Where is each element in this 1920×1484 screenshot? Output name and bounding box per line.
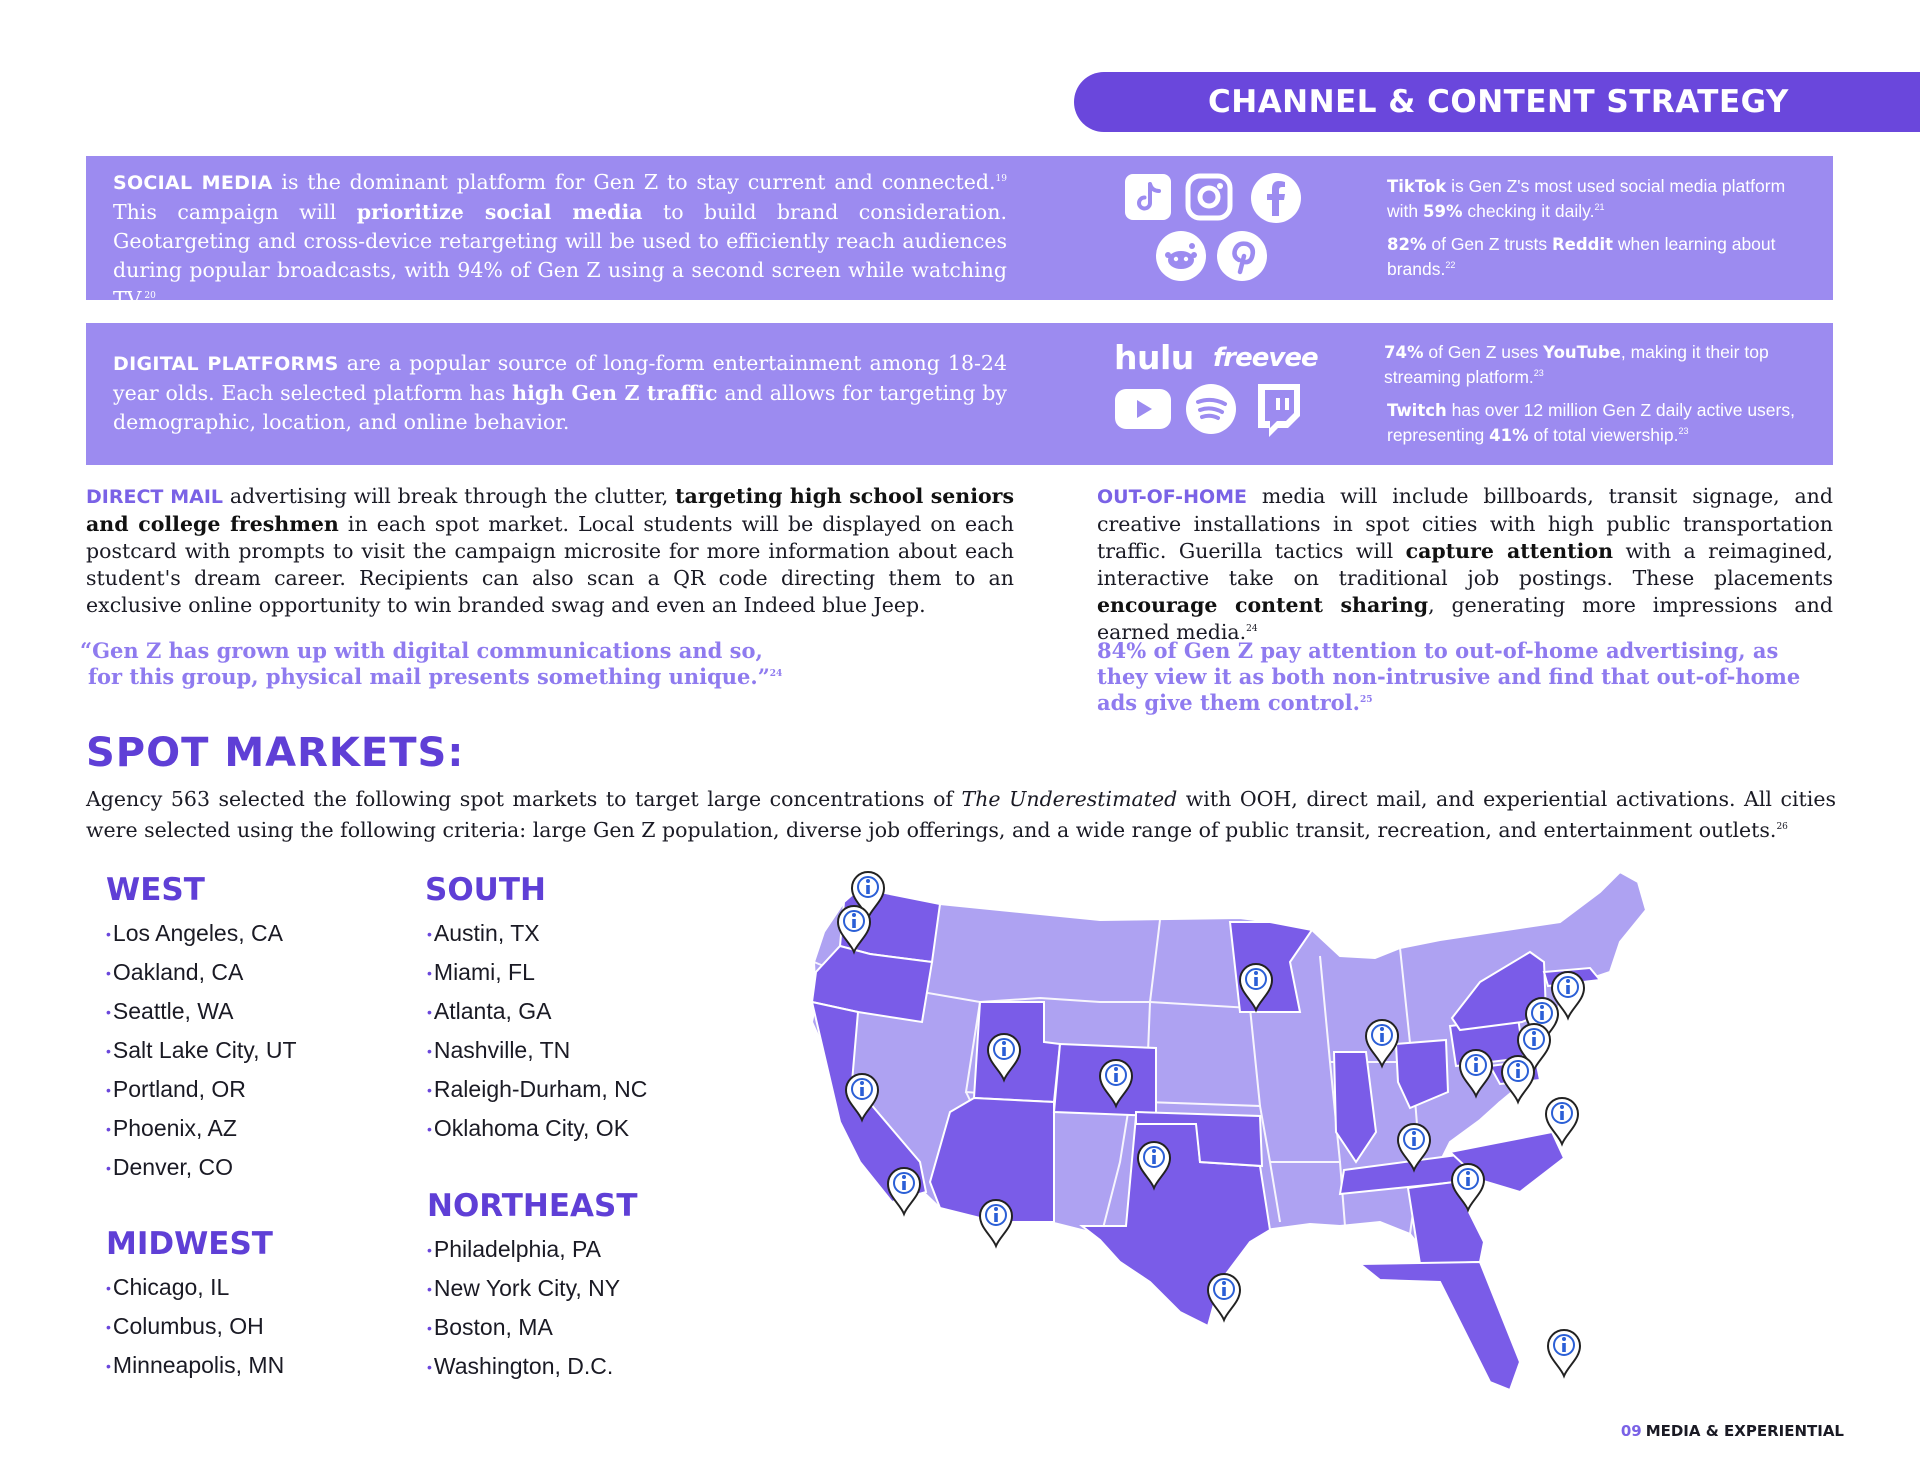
region-south-title: SOUTH	[425, 872, 546, 908]
twitch-stat: Twitch has over 12 million Gen Z daily active users, representing 41% of total viewership.$^{23}$	[1387, 400, 1795, 445]
bullet-icon: •	[427, 965, 432, 982]
ooh-paragraph: OUT-OF-HOME media will include billboards, transit signage, and creative installations in spot cities with high public transportation traffic. Guerilla tactics will capture attention with a reimagined, interactive take on traditional job postings. These placements encourage content sharing, generating more impressions and earned media.$^{24}$	[1097, 484, 1833, 644]
region-midwest-list	[106, 1268, 284, 1385]
ooh-quote: 84% of Gen Z pay attention to out-of-home advertising, as they view it as both non-intrusive and find that out-of-home ads give them control.$^{25}$	[1097, 638, 1801, 715]
reddit-icon	[1155, 230, 1207, 282]
freevee-logo: freevee	[1213, 343, 1318, 373]
bullet-icon: •	[106, 1004, 111, 1021]
region-west-title: WEST	[106, 872, 205, 908]
city-item: •Miami, FL	[427, 959, 535, 985]
city-item: •Philadelphia, PA	[427, 1236, 601, 1262]
city-item: •Minneapolis, MN	[106, 1352, 285, 1378]
city-item: •Raleigh-Durham, NC	[427, 1076, 648, 1102]
bullet-icon: •	[106, 1319, 111, 1336]
bullet-icon: •	[106, 965, 111, 982]
city-item: •Columbus, OH	[106, 1313, 264, 1339]
bullet-icon: •	[427, 1082, 432, 1099]
region-northeast-list	[427, 1230, 620, 1386]
bullet-icon: •	[427, 1004, 432, 1021]
direct-mail-paragraph: DIRECT MAIL advertising will break through the clutter, targeting high school seniors and college freshmen in each spot market. Local students will be displayed on each postcard with prompts to visit the campaign microsite for more information about each student's dream career. Recipients can also scan a QR code directing them to an exclusive online opportunity to win branded swag and even an Indeed blue Jeep.	[86, 484, 1014, 617]
direct-mail-emphasis: targeting high school seniors and college freshmen	[86, 484, 1014, 536]
region-south-list	[427, 914, 647, 1148]
us-map	[800, 862, 1700, 1422]
facebook-icon	[1250, 172, 1302, 224]
map-pin-icon	[1208, 1274, 1240, 1320]
bullet-icon: •	[106, 1358, 111, 1375]
city-item: •Oakland, CA	[106, 959, 244, 985]
bullet-icon: •	[427, 1281, 432, 1298]
city-item: •Austin, TX	[427, 920, 540, 946]
bullet-icon: •	[106, 1043, 111, 1060]
bullet-icon: •	[106, 1082, 111, 1099]
bullet-icon: •	[427, 1242, 432, 1259]
social-media-paragraph: SOCIAL MEDIA is the dominant platform for Gen Z to stay current and connected.$^{19}$ This campaign will prioritize social media to build brand consideration. Geotargeting and cross-device retargeting will be used to efficiently reach audiences during popular broadcasts, with 94% of Gen Z using a second screen while watching TV.$^{20}$	[113, 170, 1007, 311]
spotify-icon	[1185, 383, 1237, 435]
direct-mail-quote: “Gen Z has grown up with digital communications and so, for this group, physical mail presents something unique.”$^{24}$	[80, 638, 783, 689]
city-item: •Boston, MA	[427, 1314, 553, 1340]
youtube-stat: 74% of Gen Z uses YouTube, making it their top streaming platform.$^{23}$	[1384, 342, 1769, 387]
state-florida	[1360, 1262, 1520, 1390]
social-emphasis: prioritize social media	[356, 200, 643, 224]
tiktok-icon	[1124, 173, 1172, 221]
city-item: •Phoenix, AZ	[106, 1115, 237, 1141]
hulu-logo: hulu	[1114, 338, 1194, 377]
region-west-list	[106, 914, 297, 1187]
direct-mail-lead: DIRECT MAIL	[86, 486, 224, 508]
map-pin-icon	[1548, 1330, 1580, 1376]
youtube-icon	[1114, 388, 1172, 430]
bullet-icon: •	[106, 1280, 111, 1297]
city-item: •Los Angeles, CA	[106, 920, 283, 946]
page-number: 09	[1620, 1422, 1642, 1440]
city-item: •Denver, CO	[106, 1154, 234, 1180]
bullet-icon: •	[106, 926, 111, 943]
city-item: •Seattle, WA	[106, 998, 234, 1024]
ooh-lead: OUT-OF-HOME	[1097, 486, 1248, 508]
footer-section: MEDIA & EXPERIENTIAL	[1645, 1422, 1844, 1440]
map-pin-icon	[980, 1200, 1012, 1246]
city-item: •Salt Lake City, UT	[106, 1037, 297, 1063]
bullet-icon: •	[106, 1121, 111, 1138]
page-title: CHANNEL & CONTENT STRATEGY	[1208, 84, 1789, 120]
tiktok-stat: TikTok is Gen Z's most used social media platform with 59% checking it daily.$^{21}$	[1387, 176, 1786, 221]
spot-markets-intro: Agency 563 selected the following spot markets to target large concentrations of The Underestimated with OOH, direct mail, and experiential activations. All cities were selected using the following criteria: large Gen Z population, diverse job offerings, and a wide range of public transit, recreation, and entertainment outlets.$^{26}$	[86, 787, 1836, 842]
city-item: •New York City, NY	[427, 1275, 621, 1301]
region-northeast-title: NORTHEAST	[427, 1188, 638, 1224]
digital-emphasis: high Gen Z traffic	[512, 381, 718, 405]
instagram-icon	[1185, 173, 1233, 221]
bullet-icon: •	[427, 1121, 432, 1138]
city-item: •Portland, OR	[106, 1076, 246, 1102]
region-midwest-title: MIDWEST	[106, 1226, 273, 1262]
reddit-stat: 82% of Gen Z trusts Reddit when learning about brands.$^{22}$	[1387, 234, 1776, 279]
page-footer	[1600, 1422, 1844, 1440]
bullet-icon: •	[427, 1043, 432, 1060]
bullet-icon: •	[427, 1359, 432, 1376]
city-item: •Nashville, TN	[427, 1037, 571, 1063]
city-item: •Oklahoma City, OK	[427, 1115, 630, 1141]
city-item: •Washington, D.C.	[427, 1353, 614, 1379]
bullet-icon: •	[106, 1160, 111, 1177]
map-pin-icon	[888, 1168, 920, 1214]
pinterest-icon	[1216, 230, 1268, 282]
digital-platforms-paragraph: DIGITAL PLATFORMS are a popular source of long-form entertainment among 18-24 year olds. Each selected platform has high Gen Z traffic and allows for targeting by demographic, location, and online behavior.	[113, 351, 1007, 434]
digital-platforms-lead: DIGITAL PLATFORMS	[113, 353, 339, 375]
bullet-icon: •	[427, 926, 432, 943]
twitch-icon	[1252, 382, 1304, 440]
spot-markets-title: SPOT MARKETS:	[86, 730, 465, 776]
city-item: •Chicago, IL	[106, 1274, 230, 1300]
city-item: •Atlanta, GA	[427, 998, 552, 1024]
bullet-icon: •	[427, 1320, 432, 1337]
social-media-lead: SOCIAL MEDIA	[113, 172, 273, 194]
